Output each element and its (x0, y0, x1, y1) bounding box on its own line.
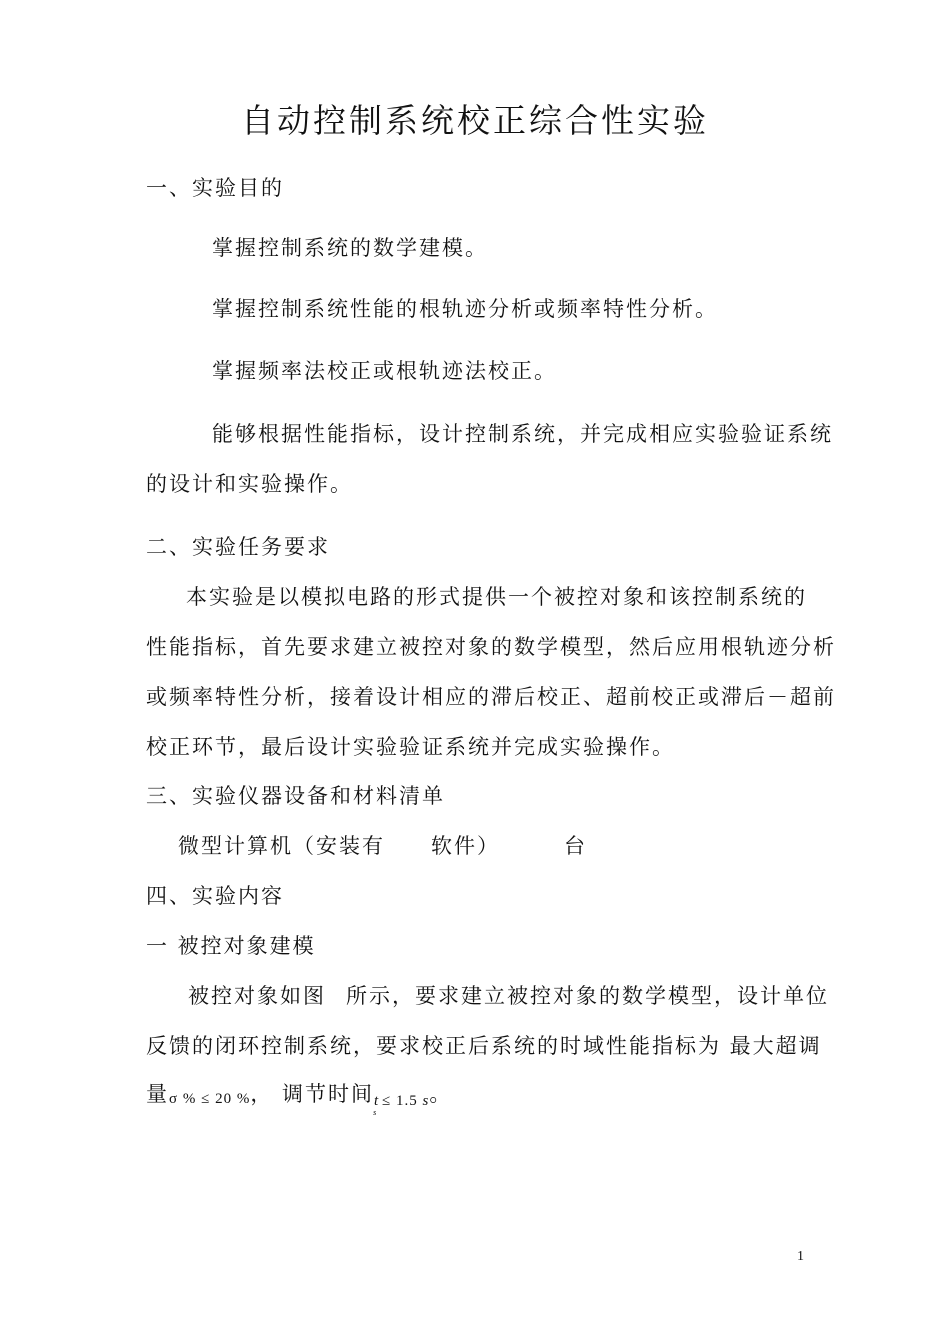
objective-item-4-continued: 的设计和实验操作。 (146, 472, 353, 496)
equipment-text-part-3: 台 (564, 834, 587, 858)
subsection-heading-modeling: 一 被控对象建模 (146, 934, 316, 958)
equipment-text-part-1: 微型计算机（安装有 (178, 834, 385, 858)
content-paragraph-line-3 (146, 1082, 453, 1117)
settling-time-formula (373, 1093, 430, 1117)
equipment-item (178, 836, 587, 857)
task-paragraph-line-1: 本实验是以模拟电路的形式提供一个被控对象和该控制系统的 (186, 585, 807, 609)
overshoot-formula: σ % ≤ 20 % (169, 1091, 251, 1107)
settling-time-unit: s (422, 1093, 430, 1109)
settling-time-bound: ≤ 1.5 (382, 1093, 418, 1109)
objective-item-2: 掌握控制系统性能的根轨迹分析或频率特性分析。 (212, 297, 718, 321)
task-paragraph-line-3: 或频率特性分析，接着设计相应的滞后校正、超前校正或滞后－超前 (146, 685, 836, 709)
task-paragraph-line-4: 校正环节，最后设计实验验证系统并完成实验操作。 (146, 735, 675, 759)
objective-item-1: 掌握控制系统的数学建模。 (212, 236, 488, 260)
content-paragraph-line-2: 反馈的闭环控制系统，要求校正后系统的时域性能指标为 最大超调 (146, 1034, 822, 1058)
page-number: 1 (797, 1249, 804, 1264)
task-paragraph-line-2: 性能指标，首先要求建立被控对象的数学模型，然后应用根轨迹分析 (146, 635, 836, 659)
objective-item-4: 能够根据性能指标，设计控制系统，并完成相应实验验证系统 (212, 422, 833, 446)
content-line-3-part-2: ， 调节时间 (250, 1082, 374, 1106)
objective-item-3: 掌握频率法校正或根轨迹法校正。 (212, 359, 557, 383)
section-heading-equipment: 三、实验仪器设备和材料清单 (146, 784, 445, 808)
content-line-1-part-2: 所示，要求建立被控对象的数学模型，设计单位 (346, 984, 829, 1008)
settling-time-subscript: s (373, 1108, 378, 1117)
section-heading-content: 四、实验内容 (146, 884, 284, 908)
settling-time-symbol: t (374, 1093, 380, 1109)
equipment-text-part-2: 软件） (431, 834, 500, 858)
content-paragraph-line-1 (188, 986, 829, 1007)
content-line-3-part-1: 量 (146, 1082, 169, 1106)
document-title: 自动控制系统校正综合性实验 (241, 101, 709, 140)
section-heading-objectives: 一、实验目的 (146, 176, 284, 200)
content-line-3-end: 。 (429, 1082, 453, 1106)
content-line-1-part-1: 被控对象如图 (188, 984, 326, 1008)
section-heading-task: 二、实验任务要求 (146, 535, 330, 559)
